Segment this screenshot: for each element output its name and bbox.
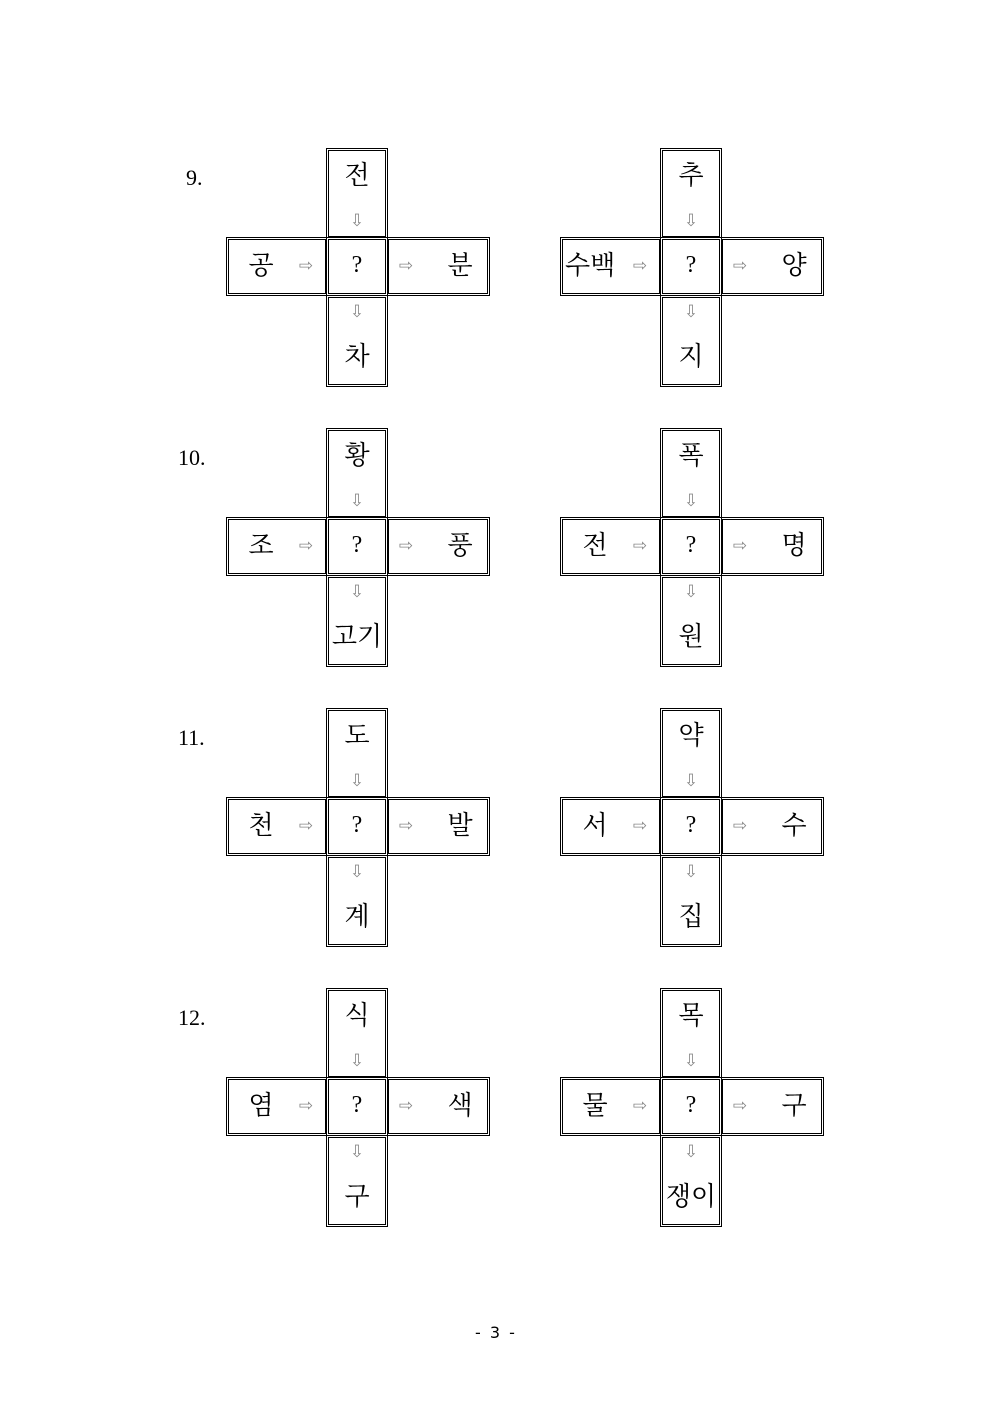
right-word: 양 xyxy=(781,251,807,281)
bottom-word: 차 xyxy=(344,342,370,372)
down-arrow-icon: ⇩ xyxy=(683,491,699,511)
word-cross-puzzle xyxy=(226,148,490,387)
word-cross-puzzle xyxy=(560,708,824,947)
left-word: 물 xyxy=(582,1091,608,1121)
bottom-cell xyxy=(326,855,388,947)
down-arrow-icon: ⇩ xyxy=(349,491,365,511)
right-cell xyxy=(720,797,824,856)
answer-placeholder: ? xyxy=(351,1092,363,1118)
bottom-cell xyxy=(660,575,722,667)
left-cell xyxy=(226,797,328,856)
down-arrow-icon: ⇩ xyxy=(349,771,365,791)
down-arrow-icon: ⇩ xyxy=(349,1051,365,1071)
left-word: 서 xyxy=(582,811,608,841)
bottom-word: 고기 xyxy=(331,622,383,652)
word-cross-puzzle xyxy=(226,988,490,1227)
center-cell[interactable] xyxy=(660,517,722,576)
top-word: 폭 xyxy=(678,441,704,471)
center-cell[interactable] xyxy=(326,517,388,576)
right-cell xyxy=(386,237,490,296)
down-arrow-icon: ⇩ xyxy=(349,582,365,602)
bottom-cell xyxy=(660,855,722,947)
bottom-word: 원 xyxy=(678,622,704,652)
top-cell xyxy=(326,428,388,519)
question-number: 9. xyxy=(186,165,203,190)
center-cell[interactable] xyxy=(326,797,388,856)
down-arrow-icon: ⇩ xyxy=(683,582,699,602)
right-arrow-icon: ⇨ xyxy=(298,1096,314,1116)
answer-placeholder: ? xyxy=(685,252,697,278)
center-cell[interactable] xyxy=(326,1077,388,1136)
left-cell xyxy=(226,517,328,576)
answer-placeholder: ? xyxy=(685,812,697,838)
down-arrow-icon: ⇩ xyxy=(683,1051,699,1071)
right-arrow-icon: ⇨ xyxy=(398,536,414,556)
right-cell xyxy=(720,517,824,576)
answer-placeholder: ? xyxy=(685,1092,697,1118)
right-arrow-icon: ⇨ xyxy=(732,256,748,276)
right-arrow-icon: ⇨ xyxy=(732,1096,748,1116)
word-cross-puzzle xyxy=(226,708,490,947)
right-arrow-icon: ⇨ xyxy=(732,536,748,556)
bottom-word: 구 xyxy=(344,1182,370,1212)
right-arrow-icon: ⇨ xyxy=(398,816,414,836)
word-cross-puzzle xyxy=(226,428,490,667)
bottom-cell xyxy=(660,295,722,387)
right-arrow-icon: ⇨ xyxy=(398,256,414,276)
right-word: 명 xyxy=(781,531,807,561)
right-cell xyxy=(720,1077,824,1136)
right-word: 구 xyxy=(781,1091,807,1121)
left-word: 조 xyxy=(248,531,274,561)
answer-placeholder: ? xyxy=(685,532,697,558)
center-cell[interactable] xyxy=(326,237,388,296)
right-arrow-icon: ⇨ xyxy=(298,816,314,836)
top-word: 식 xyxy=(344,1001,370,1031)
question-number: 11. xyxy=(178,725,205,750)
answer-placeholder: ? xyxy=(351,812,363,838)
bottom-cell xyxy=(326,575,388,667)
left-word: 천 xyxy=(248,811,274,841)
center-cell[interactable] xyxy=(660,797,722,856)
right-arrow-icon: ⇨ xyxy=(632,256,648,276)
right-word: 색 xyxy=(447,1091,473,1121)
right-word: 발 xyxy=(447,811,473,841)
answer-placeholder: ? xyxy=(351,252,363,278)
left-cell xyxy=(226,1077,328,1136)
center-cell[interactable] xyxy=(660,237,722,296)
right-arrow-icon: ⇨ xyxy=(632,536,648,556)
top-word: 목 xyxy=(678,1001,704,1031)
bottom-cell xyxy=(326,295,388,387)
down-arrow-icon: ⇩ xyxy=(683,211,699,231)
down-arrow-icon: ⇩ xyxy=(349,862,365,882)
right-cell xyxy=(386,1077,490,1136)
left-cell xyxy=(226,237,328,296)
left-cell xyxy=(560,1077,662,1136)
bottom-word: 쟁이 xyxy=(665,1182,717,1212)
top-cell xyxy=(326,708,388,799)
right-arrow-icon: ⇨ xyxy=(632,1096,648,1116)
down-arrow-icon: ⇩ xyxy=(683,1142,699,1162)
top-cell xyxy=(660,708,722,799)
bottom-word: 집 xyxy=(678,902,704,932)
word-cross-puzzle xyxy=(560,988,824,1227)
right-arrow-icon: ⇨ xyxy=(732,816,748,836)
top-word: 황 xyxy=(344,441,370,471)
left-word: 염 xyxy=(248,1091,274,1121)
right-arrow-icon: ⇨ xyxy=(298,256,314,276)
top-word: 약 xyxy=(678,721,704,751)
right-arrow-icon: ⇨ xyxy=(298,536,314,556)
left-cell xyxy=(560,517,662,576)
bottom-cell xyxy=(326,1135,388,1227)
right-arrow-icon: ⇨ xyxy=(398,1096,414,1116)
left-cell xyxy=(560,237,662,296)
top-cell xyxy=(660,148,722,239)
top-word: 전 xyxy=(344,161,370,191)
bottom-word: 계 xyxy=(344,902,370,932)
down-arrow-icon: ⇩ xyxy=(349,1142,365,1162)
right-word: 수 xyxy=(781,811,807,841)
word-cross-puzzle xyxy=(560,428,824,667)
top-word: 추 xyxy=(678,161,704,191)
bottom-word: 지 xyxy=(678,342,704,372)
left-word: 수백 xyxy=(565,251,616,281)
answer-placeholder: ? xyxy=(351,532,363,558)
top-cell xyxy=(326,988,388,1079)
right-word: 풍 xyxy=(447,531,473,561)
center-cell[interactable] xyxy=(660,1077,722,1136)
question-number: 10. xyxy=(178,445,206,470)
top-cell xyxy=(326,148,388,239)
down-arrow-icon: ⇩ xyxy=(683,302,699,322)
down-arrow-icon: ⇩ xyxy=(683,771,699,791)
right-cell xyxy=(720,237,824,296)
left-cell xyxy=(560,797,662,856)
left-word: 공 xyxy=(248,251,274,281)
right-cell xyxy=(386,797,490,856)
down-arrow-icon: ⇩ xyxy=(349,302,365,322)
bottom-cell xyxy=(660,1135,722,1227)
question-number: 12. xyxy=(178,1005,206,1030)
top-cell xyxy=(660,428,722,519)
top-word: 도 xyxy=(344,721,370,751)
left-word: 전 xyxy=(582,531,608,561)
right-cell xyxy=(386,517,490,576)
page-number: - 3 - xyxy=(475,1323,517,1342)
down-arrow-icon: ⇩ xyxy=(349,211,365,231)
right-arrow-icon: ⇨ xyxy=(632,816,648,836)
down-arrow-icon: ⇩ xyxy=(683,862,699,882)
right-word: 분 xyxy=(447,251,473,281)
top-cell xyxy=(660,988,722,1079)
word-cross-puzzle xyxy=(560,148,824,387)
